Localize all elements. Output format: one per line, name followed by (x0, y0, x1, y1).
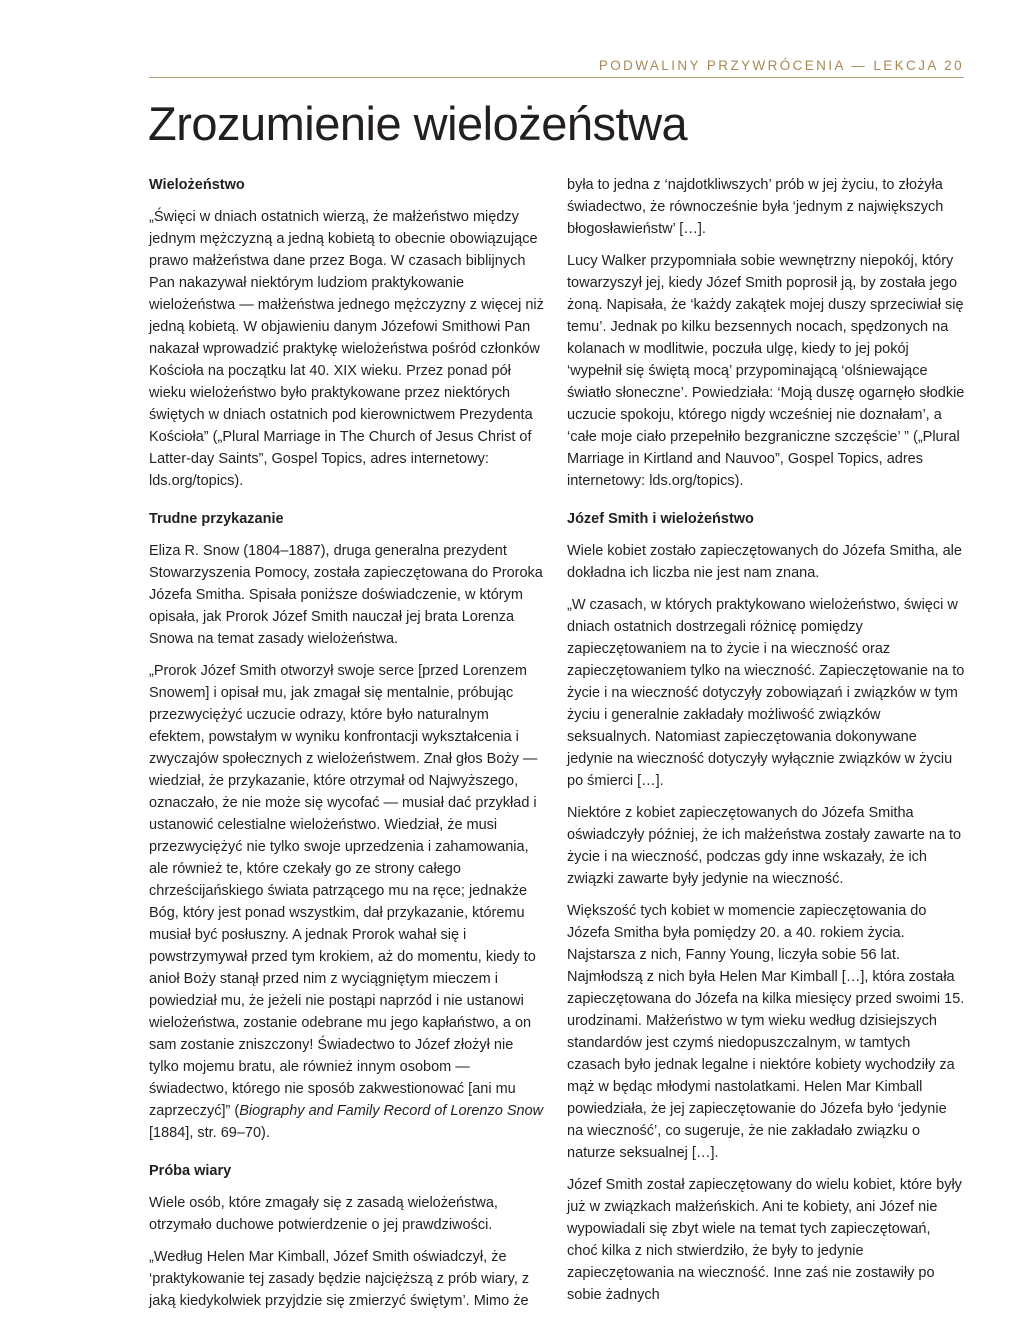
paragraph-confirmation: Wiele osób, które zmagały się z zasadą wielożeństwa, otrzymało duchowe potwierdzenie o jej prawdziwości. (149, 1195, 498, 1233)
paragraph-helen-kimball: „Według Helen Mar Kimball, Józef Smith oświadczył, że ‘praktykowanie tej zasady będzie najcięższą z prób wiary, z jaką kiedykolwiek przyjdzie się zmierzyć świętym’. Mimo że (149, 1249, 530, 1309)
right-column (567, 174, 965, 1316)
page-title: Zrozumienie wielożeństwa (148, 97, 688, 150)
paragraph-lucy-walker: Lucy Walker przypomniała sobie wewnętrzny niepokój, który towarzyszył jej, kiedy Józef Smith poprosił ją, by została jego żoną. Napisała, że ‘każdy zakątek mojej duszy sprzeciwiał się temu’. Jednak po kilku bezsennych nocach, spędzonych na kolanach w modlitwie, poczuła ulgę, kiedy to jej pokój ‘wypełnił się świętą mocą’ przypominającą ‘olśniewające światło słoneczne’. Powiedziała: ‘Moją duszę ogarnęło słodkie uczucie spokoju, którego nigdy wcześniej nie doznałam’, a ‘całe moje ciało przepełniło bezgraniczne szczęście’ ” („Plural Marriage in Kirtland and Nauvoo”, Gospel Topics, adres internetowy: lds.org/topics). (567, 253, 965, 489)
left-column (149, 174, 547, 1322)
section-heading-joseph-smith-polygamy: Józef Smith i wielożeństwo (567, 511, 754, 527)
paragraph-ages: Większość tych kobiet w momencie zapieczętowania do Józefa Smitha była pomiędzy 20. a 40. rokiem życia. Najstarsza z nich, Fanny Young, liczyła sobie 56 lat. Najmłodszą z nich była Helen Mar Kimball […], która została zapieczętowana do Józefa na kilka miesięcy przed swoimi 15. urodzinami. Małżeństwo w tym wieku według dzisiejszych standardów jest czymś niedopuszczalnym, w tamtych czasach było jednak legalne i niektóre kobiety wychodziły za mąż w będąc młodymi nastolatkami. Helen Mar Kimball powiedziała, że jej zapieczętowanie do Józefa było ‘jedynie na wieczność’, co sugeruje, że nie zakładało związku o naturze seksualnej […]. (567, 903, 965, 1161)
section-heading-trial-of-faith: Próba wiary (149, 1163, 232, 1179)
quote-source-end: [1884], str. 69–70). (149, 1125, 270, 1141)
paragraph-many-women: Wiele kobiet zostało zapieczętowanych do Józefa Smitha, ale dokładna ich liczba nie jest nam znana. (567, 543, 962, 581)
quote-text: „Prorok Józef Smith otworzył swoje serce [przed Lorenzem Snowem] i opisał mu, jak zmagał się mentalnie, próbując przezwyciężyć uczucie odrazy, które było naturalnym efektem, powstałym w wyniku konfrontacji wykształcenia i zwyczajów społecznych z wielożeństwem. Znał głos Boży — wiedział, że przykazanie, które otrzymał od Najwyższego, oznaczało, że nie może się wycofać — musiał dać przykład i ustanowić celestialne wielożeństwo. Wiedział, że musi przezwyciężyć nie tylko swoje uprzedzenia i zahamowania, ale również te, które czekały go ze strony całego chrześcijańskiego świata patrzącego mu na ręce; jednakże Bóg, który jest ponad wszystkim, dał przykazanie, któremu musiał być posłuszny. A jednak Prorok wahał się i powstrzymywał przed tym krokiem, aż do momentu, kiedy to anioł Boży stanął przed nim z wyciągniętym mieczem i powiedział mu, że jeżeli nie postąpi naprzód i nie ustanowi wielożeństwa, zostanie odebrane mu jego kapłaństwo, a on sam zostanie zniszczony! Świadectwo to Józef złożył nie tylko mojemu bratu, ale również innym osobom — świadectwo, którego nie sposób zakwestionować [ani mu zaprzeczyć]” ( (149, 663, 538, 1119)
paragraph-continuation: była to jedna z ‘najdotkliwszych’ prób w jej życiu, to złożyła świadectwo, że równocześnie była ‘jednym z największych błogosławieństw’ […]. (567, 177, 944, 237)
section-heading-difficult-commandment: Trudne przykazanie (149, 511, 284, 527)
paragraph-some-women: Niektóre z kobiet zapieczętowanych do Józefa Smitha oświadczyły później, że ich małżeństwa zostały zawarte na to życie i na wieczność, podczas gdy inne wskazały, że ich związki zawarte były jedynie na wieczność. (567, 805, 962, 887)
header-rule (149, 77, 964, 78)
running-header: PODWALINY PRZYWRÓCENIA — LEKCJA 20 (598, 58, 964, 73)
quote-source-title: Biography and Family Record of Lorenzo Snow (239, 1103, 544, 1119)
paragraph-polygamy-quote: „Święci w dniach ostatnich wierzą, że małżeństwo między jednym mężczyzną a jedną kobietą to obecnie obowiązujące prawo małżeństwa dane przez Boga. W czasach biblijnych Pan nakazywał niektórym ludziom praktykowanie wielożeństwa — małżeństwa jednego mężczyzny z więcej niż jedną kobietą. W objawieniu danym Józefowi Smithowi Pan nakazał wprowadzić praktykę wielożeństwa pośród członków Kościoła na początku lat 40. XIX wieku. Przez ponad pół wieku wielożeństwo było praktykowane przez niektórych świętych w dniach ostatnich pod kierownictwem Prezydenta Kościoła” („Plural Marriage in The Church of Jesus Christ of Latter-day Saints”, Gospel Topics, adres internetowy: lds.org/topics). (149, 209, 544, 489)
paragraph-sealing-distinction: „W czasach, w których praktykowano wielożeństwo, święci w dniach ostatnich dostrzegali różnicę pomiędzy zapieczętowaniem na to życie i na wieczność oraz zapieczętowaniem tylko na wieczność. Zapieczętowanie na to życie i na wieczność dotyczyły zobowiązań i związków w tym życiu i generalnie zakładały możliwość związków seksualnych. Natomiast zapieczętowania dokonywane jedynie na wieczność dotyczyły wyłącznie związków w życiu po śmierci […]. (567, 597, 965, 789)
section-heading-polygamy: Wielożeństwo (149, 177, 245, 193)
paragraph-eliza-snow: Eliza R. Snow (1804–1887), druga generalna prezydent Stowarzyszenia Pomocy, została zapieczętowana do Proroka Józefa Smitha. Spisała poniższe doświadczenie, w którym opisała, jak Prorok Józef Smith nauczał jej brata Lorenza Snowa na temat zasady wielożeństwa. (149, 543, 543, 647)
paragraph-married-women: Józef Smith został zapieczętowany do wielu kobiet, które były już w związkach małżeńskich. Ani te kobiety, ani Józef nie wypowiadali się zbyt wiele na temat tych zapieczętowań, choć kilka z nich stwierdziło, że były to jedynie zapieczętowania na wieczność. Inne zaś nie zostawiły po sobie żadnych (567, 1177, 962, 1303)
paragraph-prophet-quote (149, 660, 547, 1144)
